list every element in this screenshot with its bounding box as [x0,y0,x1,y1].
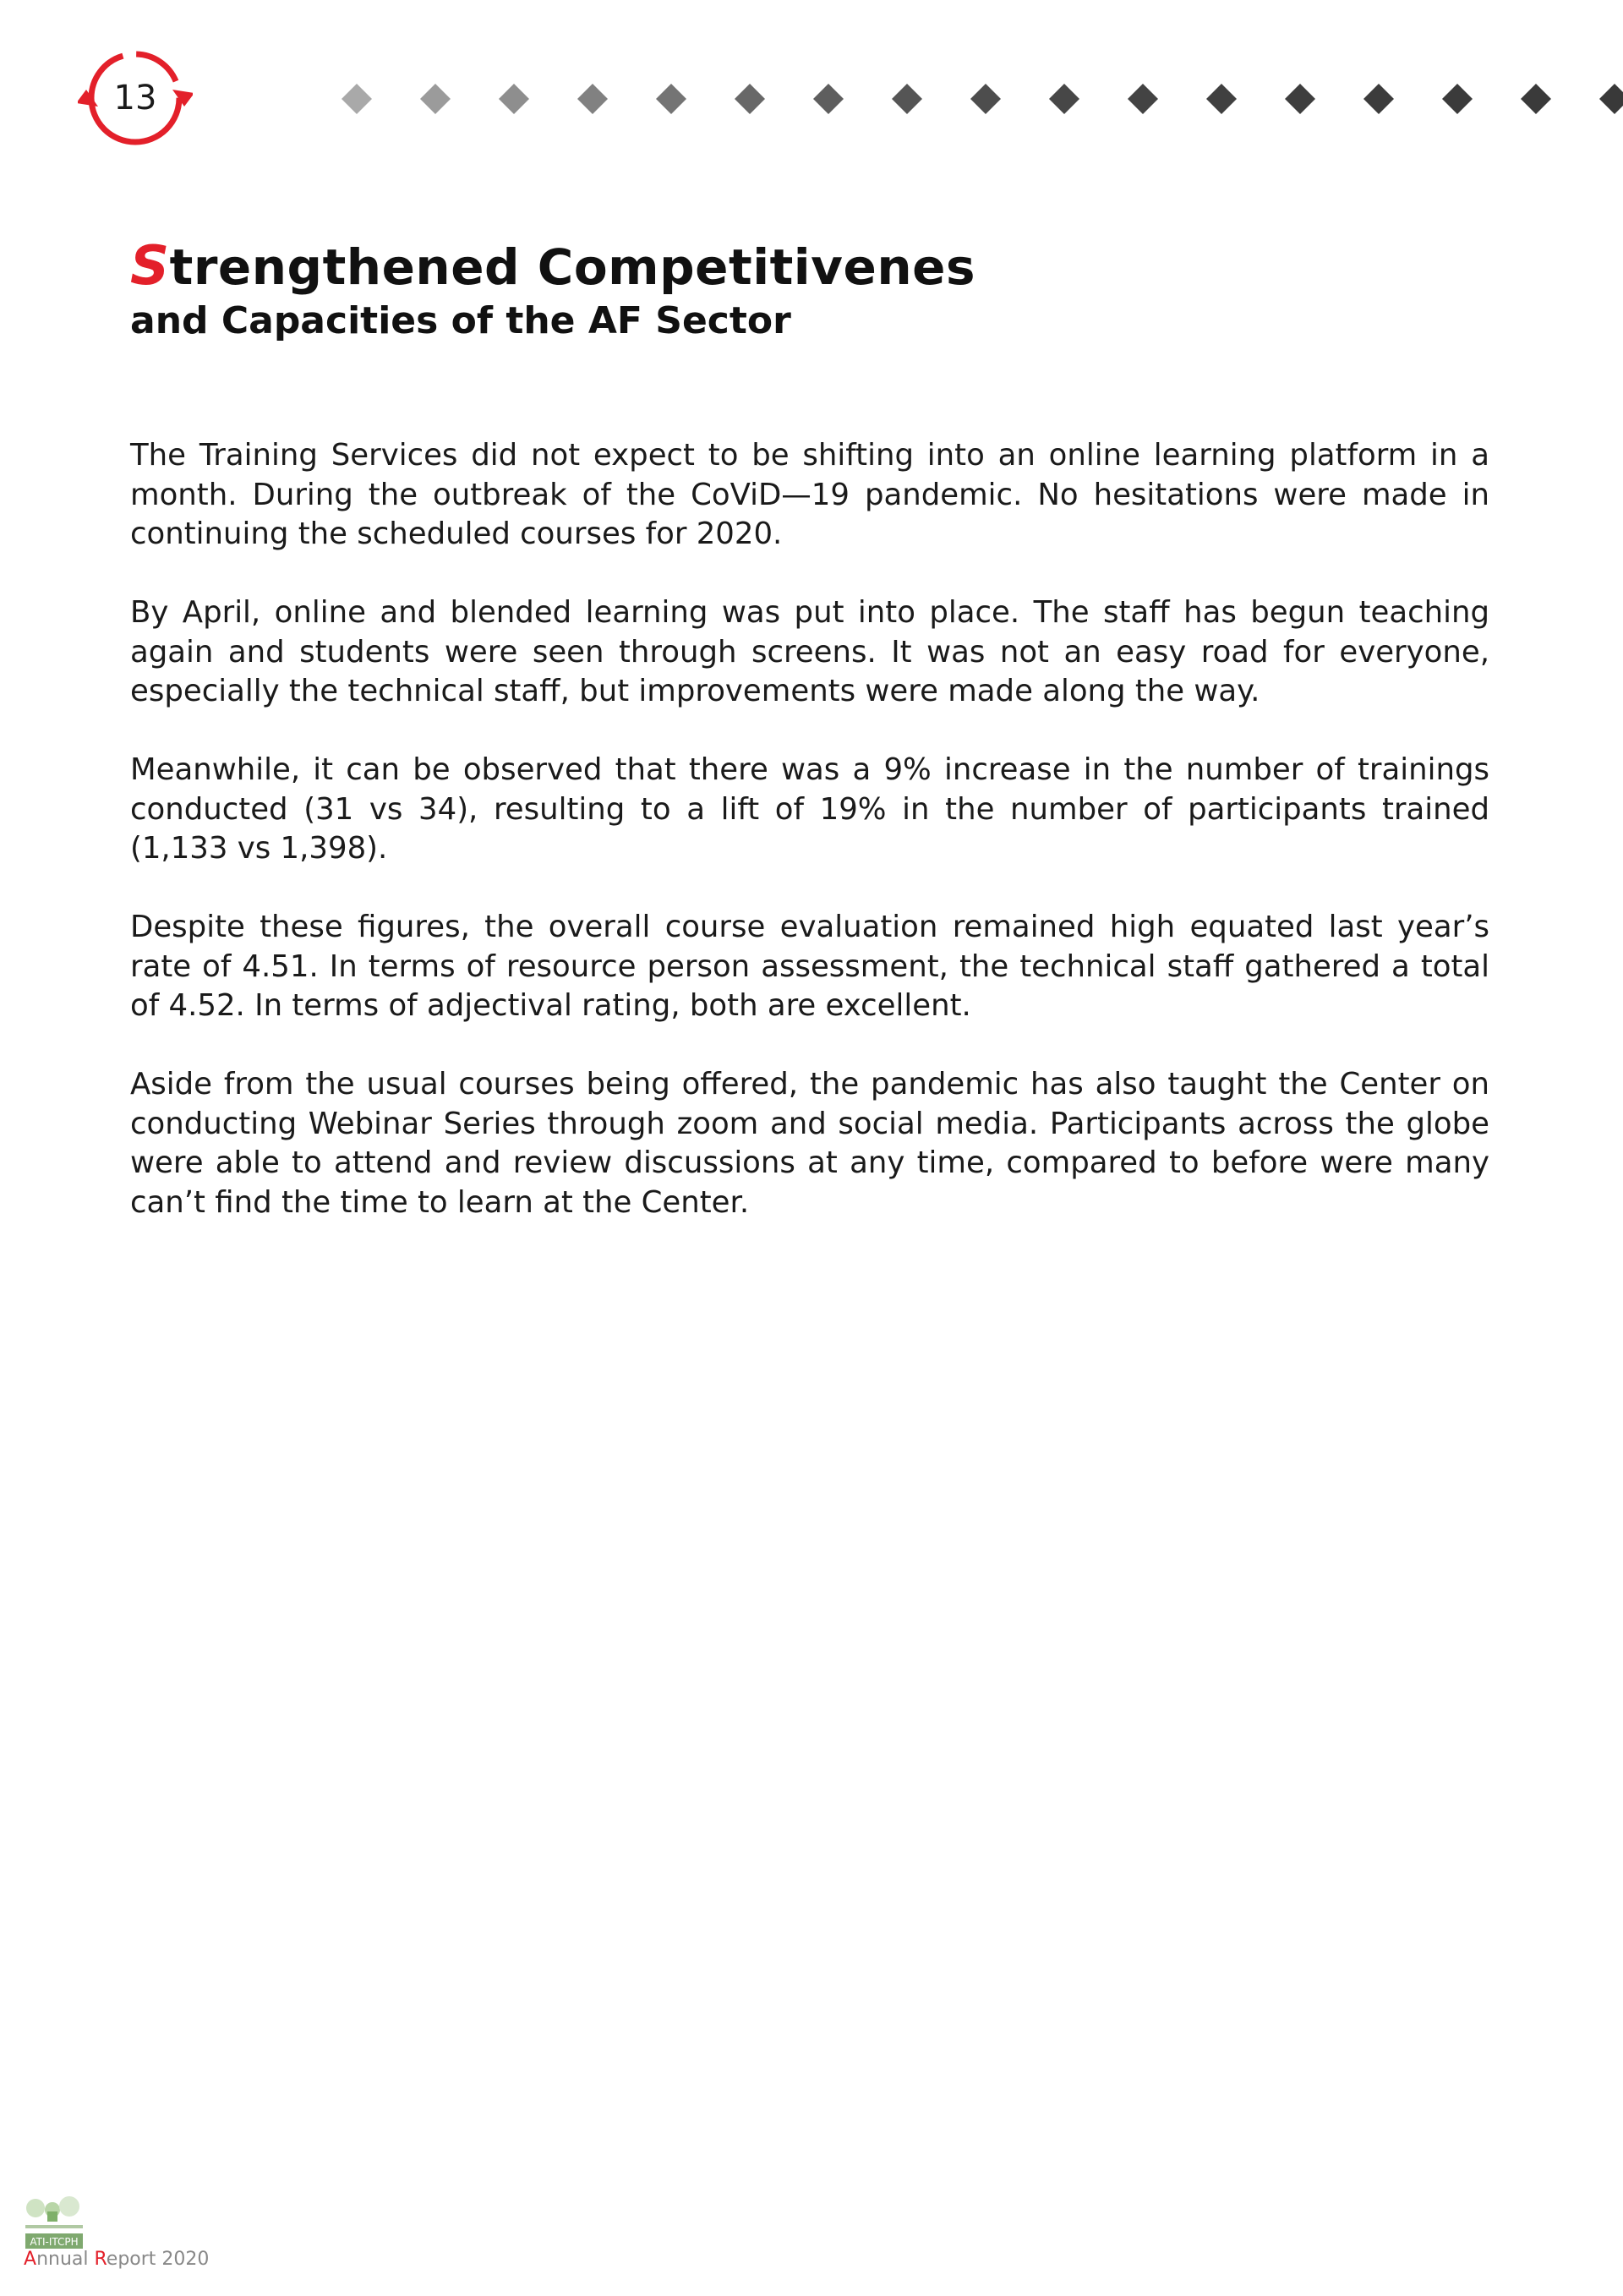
logo-icon [22,2196,86,2255]
diamond-pattern-icon [338,83,1623,115]
page-number-badge [78,41,193,156]
paragraph-1: The Training Services did not expect to be shifting into an online learning platform in a month. During the outbreak of the CoViD—19 pandemic. No hesitations were made in continuing the scheduled courses for 2020. [130,438,1489,551]
diamond-shape [1285,84,1315,114]
diamond-shape [1128,84,1158,114]
paragraph-5: Aside from the usual courses being offered, the pandemic has also taught the Center on conducting Webinar Series through zoom and social media. Participants across the globe were able to attend and review discussions at any time, compared to before were many can’t find the time to learn at the Center. [130,1067,1489,1220]
diamond-shape [1049,84,1079,114]
diamond-shape [1599,84,1623,114]
paragraph-2: By April, online and blended learning was put into place. The staff has begun teaching again and students were seen through screens. It was not an easy road for everyone, especially the technical staff, but improvements were made along the way. [130,595,1489,708]
diamond-shape [342,84,372,114]
decorative-diamond-row [338,83,1623,115]
paragraph-3: Meanwhile, it can be observed that there was a 9% increase in the number of trainings conducted (31 vs 34), resulting to a lift of 19% in the number of participants trained (1,133 vs 1,398). [130,752,1489,866]
footer-report-title: Annual Report 2020 [24,2249,210,2270]
section-title [130,237,975,346]
body-text [130,436,1489,1262]
diamond-shape [577,84,608,114]
diamond-shape [420,84,451,114]
title-line-1-rest: trengthened Competitivenes [169,238,975,296]
diamond-shape [1363,84,1394,114]
diamond-shape [1521,84,1551,114]
page-number: 13 [113,79,157,118]
title-line-1 [130,237,975,297]
diamond-shape [970,84,1001,114]
paragraph-4: Despite these figures, the overall course evaluation remained high equated last year’s rate of 4.51. In terms of resource person assessment, the technical staff gathered a total of 4.52. In terms of adjectival rating, both are excellent. [130,910,1489,1023]
title-line-2: and Capacities of the AF Sector [130,299,791,342]
ati-itcph-logo [22,2196,86,2255]
logo-text: ATI-ITCPH [30,2236,79,2248]
diamond-shape [1206,84,1237,114]
diamond-shape [892,84,922,114]
diamond-shape [813,84,844,114]
diamond-shape [1442,84,1473,114]
diamond-shape [735,84,765,114]
diamond-shape [499,84,529,114]
diamond-shape [656,84,686,114]
title-initial: S [130,235,170,298]
